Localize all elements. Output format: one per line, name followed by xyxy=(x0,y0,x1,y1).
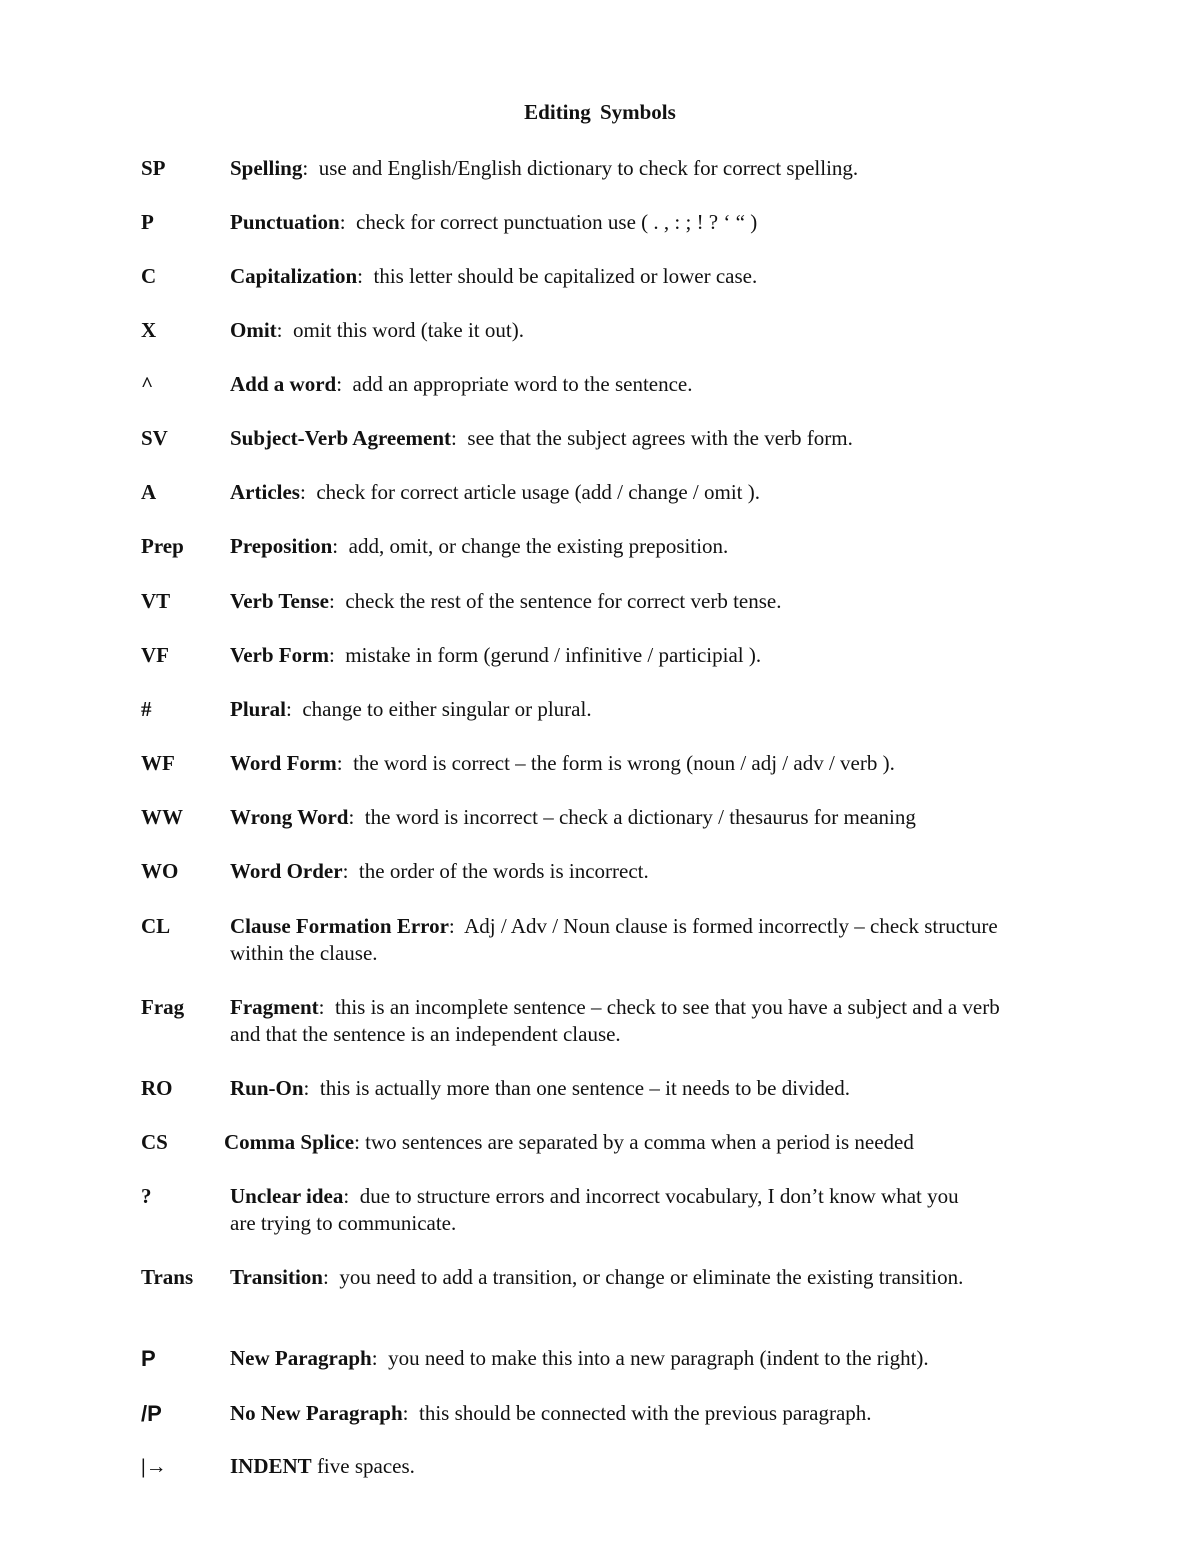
entry-description: you need to add a transition, or change or eliminate the existing transition. xyxy=(339,1265,964,1289)
entry-term: Comma Splice xyxy=(224,1130,355,1154)
entry-term: Wrong Word xyxy=(230,805,349,829)
entry-term: Preposition xyxy=(230,534,333,558)
entry-definition xyxy=(230,994,1030,1048)
entry-definition xyxy=(230,425,1030,452)
entry-definition xyxy=(230,533,1030,560)
entry-definition xyxy=(224,1129,1024,1156)
entry-symbol: X xyxy=(141,318,157,342)
entry-term: Add a word xyxy=(230,372,337,396)
entry-definition xyxy=(230,750,1030,777)
entry-separator: : xyxy=(303,1076,320,1100)
entry-description: due to structure errors and incorrect vocabulary, I don’t know what you are trying to communicate. xyxy=(230,1184,959,1235)
entry-definition xyxy=(230,1264,970,1291)
entry-symbol: P xyxy=(141,1346,156,1371)
entry-separator: : xyxy=(336,751,354,775)
entry-term: Punctuation xyxy=(230,210,340,234)
entry-separator: : xyxy=(354,1130,366,1154)
entry-symbol: # xyxy=(141,697,152,721)
entry-symbol: P xyxy=(141,210,154,234)
entry-definition xyxy=(230,155,1030,182)
entry-description: use and English/English dictionary to check for correct spelling. xyxy=(318,156,859,180)
entry-symbol: VF xyxy=(141,643,169,667)
entry-term: Articles xyxy=(230,480,300,504)
entry-separator: : xyxy=(299,480,317,504)
entry-separator: : xyxy=(322,1265,340,1289)
entry-definition xyxy=(230,642,1030,669)
entry-symbol: WW xyxy=(141,805,183,829)
entry-definition xyxy=(230,479,1030,506)
entry-definition xyxy=(230,913,1030,967)
entry-symbol: WF xyxy=(141,751,175,775)
entry-description: add, omit, or change the existing preposition. xyxy=(348,534,729,558)
entry-symbol: ^ xyxy=(141,372,154,396)
indent-arrow-icon: |→ xyxy=(141,1454,167,1478)
entry-symbol: Frag xyxy=(141,995,185,1019)
entry-separator: : xyxy=(371,1346,389,1370)
entry-symbol: WO xyxy=(141,859,179,883)
entry-symbol: /P xyxy=(141,1401,162,1426)
entry-symbol: ? xyxy=(141,1184,152,1208)
entry-symbol: A xyxy=(141,480,157,504)
entry-term: Run-On xyxy=(230,1076,304,1100)
entry-separator: : xyxy=(329,589,346,613)
entry-description: five spaces. xyxy=(316,1454,415,1478)
entry-symbol: Prep xyxy=(141,534,184,558)
page-title: Editing Symbols xyxy=(524,100,676,124)
entry-definition xyxy=(230,317,1030,344)
entry-definition xyxy=(230,263,1030,290)
entry-description: Adj / Adv / Noun clause is formed incorrectly – check structure within the clause. xyxy=(230,914,998,965)
entry-definition xyxy=(230,696,1030,723)
entry-separator: : xyxy=(448,914,465,938)
entry-separator: : xyxy=(328,643,346,667)
entry-description: the word is correct – the form is wrong (noun / adj / adv / verb ). xyxy=(353,751,895,775)
entry-description: this is an incomplete sentence – check to see that you have a subject and a verb and that the sentence is an independent clause. xyxy=(230,995,1000,1046)
entry-separator: : xyxy=(318,995,335,1019)
entry-definition xyxy=(230,1400,1030,1427)
entry-term: Word Form xyxy=(230,751,337,775)
entry-separator: : xyxy=(402,1401,419,1425)
entry-term: Subject-Verb Agreement xyxy=(230,426,452,450)
entry-separator: : xyxy=(451,426,468,450)
entry-separator: : xyxy=(357,264,374,288)
entry-term: Omit xyxy=(230,318,277,342)
entry-term: No New Paragraph xyxy=(230,1401,403,1425)
entry-term: Word Order xyxy=(230,859,343,883)
entry-term: Fragment xyxy=(230,995,319,1019)
entry-definition xyxy=(230,371,1030,398)
entry-definition xyxy=(230,588,1030,615)
entry-separator: : xyxy=(339,210,357,234)
entry-description: check for correct punctuation use ( . , : ; ! ? ‘ “ ) xyxy=(356,210,758,234)
entry-description: you need to make this into a new paragraph (indent to the right). xyxy=(388,1346,929,1370)
entry-term: Verb Tense xyxy=(230,589,330,613)
entry-term: Unclear idea xyxy=(230,1184,344,1208)
entry-description: add an appropriate word to the sentence. xyxy=(352,372,693,396)
entry-description: this letter should be capitalized or lower case. xyxy=(373,264,758,288)
entry-description: see that the subject agrees with the verb form. xyxy=(467,426,853,450)
entry-definition xyxy=(230,1075,1030,1102)
entry-separator: : xyxy=(342,859,359,883)
entry-term: Capitalization xyxy=(230,264,358,288)
entry-symbol: C xyxy=(141,264,157,288)
entry-definition xyxy=(230,1345,1030,1372)
entry-term: Plural xyxy=(230,697,286,721)
entry-description: this should be connected with the previous paragraph. xyxy=(419,1401,872,1425)
entry-term: Spelling xyxy=(230,156,303,180)
entry-separator: : xyxy=(336,372,353,396)
entry-definition xyxy=(230,804,1030,831)
entry-term: INDENT xyxy=(230,1454,312,1478)
entry-symbol: Trans xyxy=(141,1265,194,1289)
entry-description: check for correct article usage (add / change / omit ). xyxy=(316,480,761,504)
entry-definition xyxy=(230,1183,970,1237)
entry-description: the word is incorrect – check a dictionary / thesaurus for meaning xyxy=(364,805,916,829)
entry-description: change to either singular or plural. xyxy=(302,697,592,721)
entry-definition xyxy=(230,1453,1030,1480)
entry-symbol: CL xyxy=(141,914,171,938)
entry-definition xyxy=(230,858,1030,885)
entry-term: Transition xyxy=(230,1265,323,1289)
entry-symbol: CS xyxy=(141,1130,168,1154)
entry-term: Verb Form xyxy=(230,643,329,667)
entry-separator: : xyxy=(348,805,365,829)
entry-symbol: VT xyxy=(141,589,171,613)
entry-separator: : xyxy=(286,697,303,721)
entry-definition xyxy=(230,209,1030,236)
entry-symbol: SP xyxy=(141,156,166,180)
entry-separator: : xyxy=(276,318,293,342)
entry-description: mistake in form (gerund / infinitive / participial ). xyxy=(345,643,762,667)
entry-term: New Paragraph xyxy=(230,1346,372,1370)
entry-description: check the rest of the sentence for correct verb tense. xyxy=(345,589,782,613)
entry-term: Clause Formation Error xyxy=(230,914,449,938)
entry-symbol: SV xyxy=(141,426,168,450)
entry-symbol: RO xyxy=(141,1076,173,1100)
entry-description: this is actually more than one sentence – it needs to be divided. xyxy=(319,1076,850,1100)
entry-description: two sentences are separated by a comma when a period is needed xyxy=(365,1130,914,1154)
entry-description: the order of the words is incorrect. xyxy=(358,859,649,883)
entry-description: omit this word (take it out). xyxy=(293,318,524,342)
entry-separator: : xyxy=(332,534,349,558)
entry-separator: : xyxy=(343,1184,360,1208)
entry-separator: : xyxy=(302,156,319,180)
